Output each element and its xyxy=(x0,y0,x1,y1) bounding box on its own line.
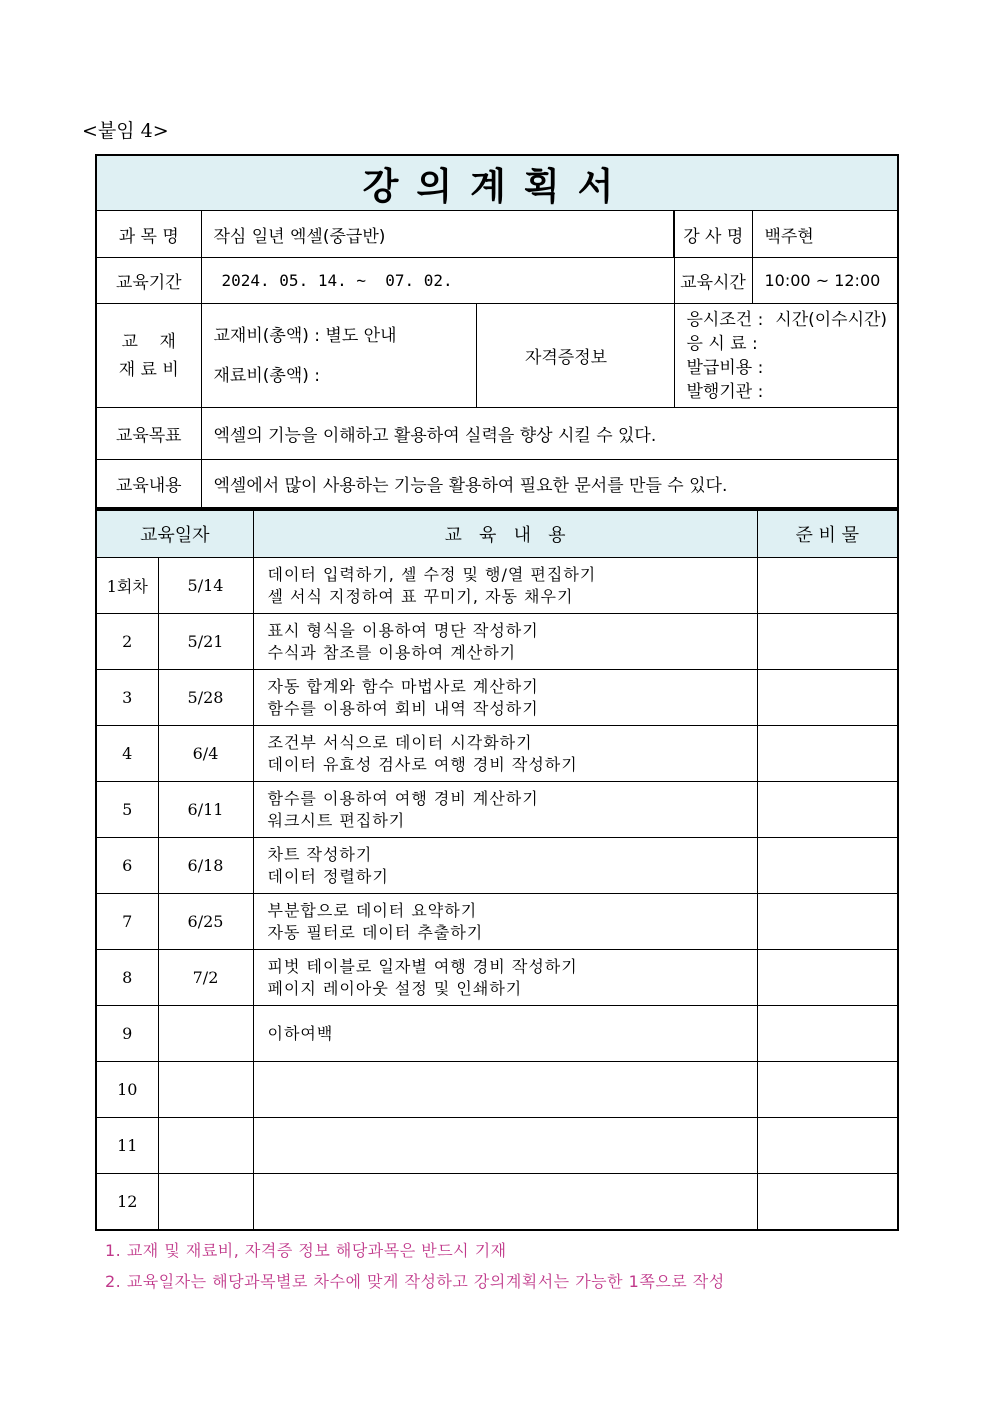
subject-label: 과 목 명 xyxy=(96,211,201,258)
prep-cell xyxy=(757,950,898,1006)
session-number: 7 xyxy=(96,894,158,950)
time-value: 10:00 ~ 12:00 xyxy=(752,258,898,304)
table-row xyxy=(96,558,898,614)
table-row xyxy=(96,1174,898,1231)
goal-value: 엑셀의 기능을 이해하고 활용하여 실력을 향상 시킬 수 있다. xyxy=(201,408,898,460)
cert-condition-value: 시간(이수시간) xyxy=(775,310,888,330)
session-date: 6/25 xyxy=(158,894,253,950)
header-content: 교 육 내 용 xyxy=(253,510,757,558)
session-number: 1회차 xyxy=(96,558,158,614)
table-row xyxy=(96,1006,898,1062)
period-value: 2024. 05. 14. ~ 07. 02. xyxy=(201,258,674,304)
note-2: 2. 교육일자는 해당과목별로 차수에 맞게 작성하고 강의계획서는 가능한 1쪽으로 작성 xyxy=(105,1272,725,1291)
table-row xyxy=(96,670,898,726)
material-label-1: 교 재 xyxy=(121,331,176,352)
session-content xyxy=(253,1006,757,1062)
session-number: 11 xyxy=(96,1118,158,1174)
subject-value: 작심 일년 엑셀(중급반) xyxy=(201,211,674,258)
prep-cell xyxy=(757,894,898,950)
header-prep: 준 비 물 xyxy=(757,510,898,558)
prep-cell xyxy=(757,1118,898,1174)
content-line-2: 셀 서식 지정하여 표 꾸미기, 자동 채우기 xyxy=(267,586,574,606)
prep-cell xyxy=(757,670,898,726)
cert-fee: 응 시 료 : xyxy=(686,333,758,354)
content-line-1: 자동 합계와 함수 마법사로 계산하기 xyxy=(267,676,539,696)
table-row xyxy=(96,782,898,838)
prep-cell xyxy=(757,782,898,838)
prep-cell xyxy=(757,1062,898,1118)
table-row xyxy=(96,1118,898,1174)
content-line-1: 피벗 테이블로 일자별 여행 경비 작성하기 xyxy=(267,956,578,976)
cert-issuer: 발행기관 : xyxy=(686,381,764,402)
session-number: 9 xyxy=(96,1006,158,1062)
session-number: 6 xyxy=(96,838,158,894)
schedule-table xyxy=(95,509,899,1231)
prep-cell xyxy=(757,1006,898,1062)
session-content xyxy=(253,670,757,726)
cert-label: 자격증정보 xyxy=(476,304,674,408)
cert-issue-cost: 발급비용 : xyxy=(686,357,764,378)
content-line-1: 데이터 입력하기, 셀 수정 및 행/열 편집하기 xyxy=(267,564,597,584)
content-line-1: 부분합으로 데이터 요약하기 xyxy=(267,900,478,920)
session-date xyxy=(158,1174,253,1231)
session-content xyxy=(253,894,757,950)
table-row xyxy=(96,950,898,1006)
table-row xyxy=(96,726,898,782)
attachment-label: <붙임 4> xyxy=(82,120,169,142)
material-fee: 재료비(총액) : xyxy=(213,365,321,386)
session-content xyxy=(253,1118,757,1174)
prep-cell xyxy=(757,726,898,782)
note-1: 1. 교재 및 재료비, 자격증 정보 해당과목은 반드시 기재 xyxy=(105,1241,507,1260)
content-line-2: 함수를 이용하여 회비 내역 작성하기 xyxy=(267,698,539,718)
goal-label: 교육목표 xyxy=(96,408,201,460)
session-content xyxy=(253,838,757,894)
session-number: 5 xyxy=(96,782,158,838)
session-date xyxy=(158,1062,253,1118)
session-number: 10 xyxy=(96,1062,158,1118)
session-number: 8 xyxy=(96,950,158,1006)
content-line-2: 워크시트 편집하기 xyxy=(267,810,406,830)
session-number: 3 xyxy=(96,670,158,726)
content-line-1: 차트 작성하기 xyxy=(267,844,373,864)
table-row xyxy=(96,1062,898,1118)
prep-cell xyxy=(757,1174,898,1231)
content-line-1: 함수를 이용하여 여행 경비 계산하기 xyxy=(267,788,539,808)
table-row xyxy=(96,614,898,670)
prep-cell xyxy=(757,838,898,894)
material-label xyxy=(96,304,201,408)
header-date: 교육일자 xyxy=(96,510,253,558)
session-date: 6/11 xyxy=(158,782,253,838)
instructor-value: 백주현 xyxy=(752,211,898,258)
material-fees xyxy=(201,304,476,408)
session-number: 4 xyxy=(96,726,158,782)
session-content xyxy=(253,614,757,670)
session-content xyxy=(253,558,757,614)
cert-info xyxy=(674,304,898,408)
session-content xyxy=(253,782,757,838)
session-date: 5/14 xyxy=(158,558,253,614)
content-line-1: 이하여백 xyxy=(267,1023,334,1043)
table-row xyxy=(96,838,898,894)
session-number: 12 xyxy=(96,1174,158,1231)
content-line-1: 조건부 서식으로 데이터 시각화하기 xyxy=(267,732,533,752)
content-label: 교육내용 xyxy=(96,460,201,508)
session-content xyxy=(253,726,757,782)
session-content xyxy=(253,1174,757,1231)
session-number: 2 xyxy=(96,614,158,670)
table-row xyxy=(96,894,898,950)
content-line-2: 데이터 유효성 검사로 여행 경비 작성하기 xyxy=(267,754,578,774)
content-line-2: 페이지 레이아웃 설정 및 인쇄하기 xyxy=(267,978,523,998)
instructor-label: 강 사 명 xyxy=(674,211,752,258)
session-date xyxy=(158,1006,253,1062)
session-date: 6/18 xyxy=(158,838,253,894)
content-line-2: 데이터 정렬하기 xyxy=(267,866,389,886)
material-label-2: 재 료 비 xyxy=(118,359,179,380)
page-title: 강의계획서 xyxy=(96,155,898,211)
textbook-fee: 교재비(총액) : 별도 안내 xyxy=(213,325,397,346)
session-date: 5/28 xyxy=(158,670,253,726)
time-label: 교육시간 xyxy=(674,258,752,304)
period-label: 교육기간 xyxy=(96,258,201,304)
session-date: 6/4 xyxy=(158,726,253,782)
content-line-1: 표시 형식을 이용하여 명단 작성하기 xyxy=(267,620,539,640)
content-value: 엑셀에서 많이 사용하는 기능을 활용하여 필요한 문서를 만들 수 있다. xyxy=(201,460,898,508)
session-content xyxy=(253,1062,757,1118)
cert-condition: 응시조건 : xyxy=(686,309,764,330)
session-date: 5/21 xyxy=(158,614,253,670)
lecture-info-table xyxy=(95,154,899,509)
session-date xyxy=(158,1118,253,1174)
prep-cell xyxy=(757,558,898,614)
prep-cell xyxy=(757,614,898,670)
session-date: 7/2 xyxy=(158,950,253,1006)
content-line-2: 수식과 참조를 이용하여 계산하기 xyxy=(267,642,517,662)
session-content xyxy=(253,950,757,1006)
content-line-2: 자동 필터로 데이터 추출하기 xyxy=(267,922,484,942)
